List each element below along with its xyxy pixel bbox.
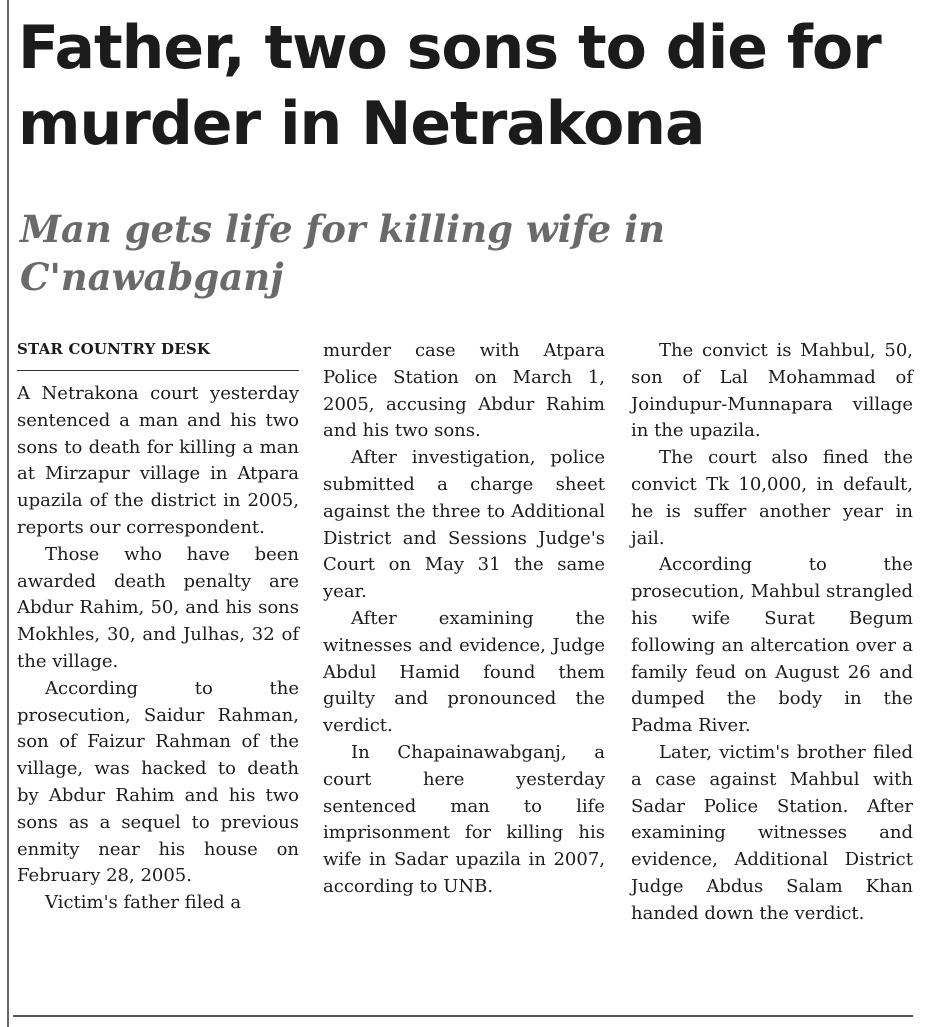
paragraph: A Netrakona court yesterday sentenced a man and his two sons to death for killing a man at Mirzapur village in Atpara upazila of the district in 2005, reports our correspondent. (17, 383, 299, 538)
byline: STAR COUNTRY DESK (17, 338, 299, 371)
paragraph: Those who have been awarded death penalty are Abdur Rahim, 50, and his sons Mokhles, 30, and Julhas, 32 of the village. (17, 543, 299, 672)
paragraph: The court also fined the convict Tk 10,000, in default, he is suffer another year in jail. (631, 447, 913, 549)
paragraph: According to the prosecution, Mahbul strangled his wife Surat Begum following an altercation over a family feud on August 26 and dumped the body in the Padma River. (631, 554, 913, 737)
bottom-border-rule (13, 1015, 913, 1017)
paragraph: After examining the witnesses and evidence, Judge Abdul Hamid found them guilty and pronounced the verdict. (323, 607, 605, 737)
paragraph: According to the prosecution, Saidur Rahman, son of Faizur Rahman of the village, was hacked to death by Abdur Rahim and his two sons as a sequel to previous enmity near his house on February 28, 2005. (17, 677, 299, 887)
paragraph: Later, victim's brother filed a case against Mahbul with Sadar Police Station. After examining witnesses and evidence, Additional District Judge Abdus Salam Khan handed down the verdict. (631, 741, 913, 924)
article-body (14, 338, 914, 1008)
left-border-rule (7, 0, 9, 1027)
paragraph: The convict is Mahbul, 50, son of Lal Mohammad of Joindupur-Munnapara village in the upazila. (631, 340, 913, 442)
headline: Father, two sons to die for murder in Netrakona (18, 13, 881, 159)
column-1 (17, 338, 299, 917)
subheadline: Man gets life for killing wife in C'nawabganj (20, 207, 666, 299)
paragraph: After investigation, police submitted a charge sheet against the three to Additional District and Sessions Judge's Court on May 31 the same year. (323, 447, 605, 603)
paragraph: murder case with Atpara Police Station on March 1, 2005, accusing Abdur Rahim and his two sons. (323, 340, 605, 442)
column-2 (323, 338, 605, 901)
column-3 (631, 338, 913, 928)
paragraph: Victim's father filed a (45, 892, 242, 914)
paragraph: In Chapainawabganj, a court here yesterday sentenced man to life imprisonment for killing his wife in Sadar upazila in 2007, according to UNB. (323, 741, 605, 897)
